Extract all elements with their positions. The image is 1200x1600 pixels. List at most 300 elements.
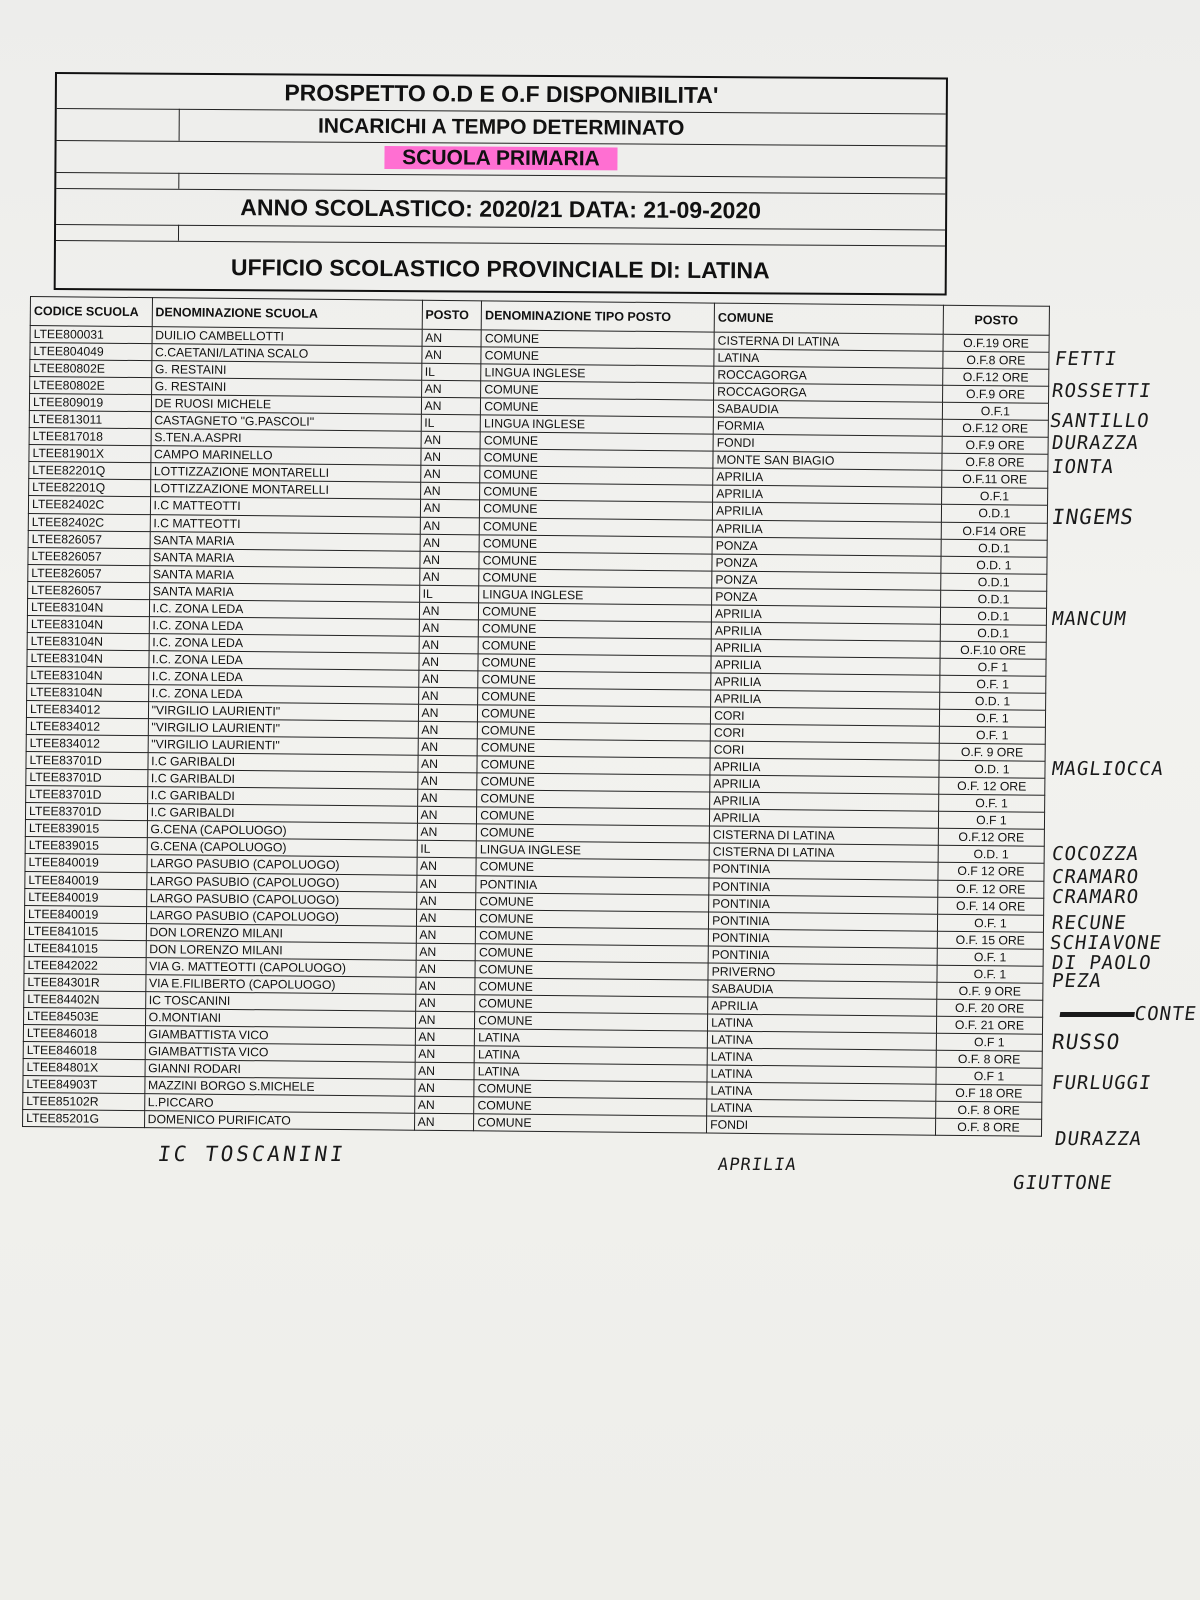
table-cell: FONDI: [707, 1116, 936, 1135]
table-cell: O.D.1: [940, 607, 1046, 625]
handwritten-note: CRAMARO: [1050, 866, 1141, 888]
table-cell: LTEE841015: [24, 922, 146, 940]
handwritten-note: DURAZZA: [1050, 432, 1141, 454]
table-cell: AN: [420, 466, 480, 484]
table-cell: CORI: [711, 707, 940, 726]
table-cell: O.F. 12 ORE: [939, 777, 1045, 795]
table-cell: PONTINIA: [708, 946, 937, 965]
table-cell: AN: [420, 449, 480, 467]
table-cell: O.F14 ORE: [941, 522, 1047, 540]
header-box: [54, 72, 948, 295]
table-cell: COMUNE: [478, 671, 711, 690]
column-header: DENOMINAZIONE TIPO POSTO: [481, 301, 714, 332]
handwritten-note: INGEMS: [1050, 505, 1136, 529]
table-cell: PONTINIA: [709, 895, 938, 914]
table-cell: VIA E.FILIBERTO (CAPOLUOGO): [145, 974, 415, 994]
table-cell: O.F. 1: [937, 965, 1043, 983]
table-cell: LTEE826057: [28, 530, 150, 548]
table-cell: LTEE84503E: [24, 1007, 146, 1025]
table-cell: LARGO PASUBIO (CAPOLUOGO): [147, 855, 417, 875]
table-cell: LTEE826057: [28, 581, 150, 599]
handwritten-note: MANCUM: [1050, 608, 1129, 630]
handwritten-note: FURLUGGI: [1050, 1072, 1154, 1094]
table-cell: COMUNE: [475, 995, 708, 1014]
table-cell: FORMIA: [713, 417, 942, 436]
table-cell: O.F 1: [936, 1067, 1042, 1085]
table-cell: AN: [420, 534, 480, 552]
table-cell: AN: [415, 1011, 475, 1029]
table-cell: CASTAGNETO "G.PASCOLI": [151, 412, 421, 432]
table-cell: DON LORENZO MILANI: [146, 923, 416, 943]
table-cell: PONTINIA: [709, 860, 938, 879]
table-cell: LTEE817018: [29, 428, 151, 446]
table-cell: AN: [421, 432, 481, 450]
table-cell: LTEE83104N: [27, 632, 149, 650]
table-cell: O.F. 1: [938, 795, 1044, 813]
table-cell: AN: [417, 790, 477, 808]
table-cell: APRILIA: [711, 656, 940, 675]
table-cell: COMUNE: [475, 978, 708, 997]
table-cell: AN: [414, 1113, 474, 1131]
table-cell: O.F. 12 ORE: [938, 880, 1044, 898]
table-cell: AN: [416, 909, 476, 927]
handwritten-note: SANTILLO: [1048, 410, 1152, 432]
table-cell: AN: [415, 994, 475, 1012]
table-cell: O.F.12 ORE: [943, 368, 1049, 386]
column-header: COMUNE: [714, 303, 943, 334]
table-cell: COMUNE: [477, 790, 710, 809]
table-cell: MONTE SAN BIAGIO: [713, 451, 942, 470]
table-cell: LTEE83104N: [27, 683, 149, 701]
table-cell: COMUNE: [480, 483, 713, 502]
table-cell: GIANNI RODARI: [145, 1060, 415, 1080]
table-cell: LTEE826057: [28, 564, 150, 582]
table-cell: AN: [419, 602, 479, 620]
table-cell: COMUNE: [478, 722, 711, 741]
table-cell: COMUNE: [481, 381, 714, 400]
table-cell: O.F 1: [940, 658, 1046, 676]
table-cell: AN: [416, 943, 476, 961]
table-cell: AN: [417, 772, 477, 790]
table-cell: LTEE80802E: [30, 360, 152, 378]
table-cell: COMUNE: [474, 1114, 707, 1133]
table-cell: LTEE834012: [26, 735, 148, 753]
table-cell: PONZA: [712, 571, 941, 590]
table-cell: COMUNE: [481, 330, 714, 349]
table-cell: G. RESTAINI: [151, 361, 421, 381]
table-cell: DUILIO CAMBELLOTTI: [152, 327, 422, 347]
table-cell: AN: [417, 824, 477, 842]
table-cell: APRILIA: [710, 809, 939, 828]
school-year-line: ANNO SCOLASTICO: 2020/21 DATA: 21-09-2020: [56, 188, 945, 230]
table-body: [23, 326, 1050, 1137]
availability-table: [22, 296, 1050, 1137]
header-left-cell: [56, 172, 179, 189]
table-cell: O.D. 1: [938, 846, 1044, 864]
table-cell: O.F 1: [936, 1033, 1042, 1051]
table-cell: APRILIA: [712, 605, 941, 624]
table-cell: LATINA: [474, 1046, 707, 1065]
table-cell: LTEE840019: [25, 854, 147, 872]
table-cell: COMUNE: [476, 909, 709, 928]
table-cell: GIAMBATTISTA VICO: [145, 1043, 415, 1063]
table-cell: "VIRGILIO LAURIENTI": [148, 736, 418, 756]
table-cell: AN: [414, 1096, 474, 1114]
table-cell: LTEE84402N: [24, 990, 146, 1008]
table-cell: PONZA: [712, 554, 941, 573]
table-cell: COMUNE: [474, 1097, 707, 1116]
table-cell: O.F.8 ORE: [942, 454, 1048, 472]
table-cell: O.D. 1: [941, 556, 1047, 574]
table-cell: COMUNE: [477, 739, 710, 758]
table-cell: AN: [421, 346, 481, 364]
handwritten-note: COCOZZA: [1050, 843, 1141, 865]
table-cell: LATINA: [707, 1048, 936, 1067]
table-cell: LTEE83701D: [26, 752, 148, 770]
table-cell: COMUNE: [479, 517, 712, 536]
column-header: CODICE SCUOLA: [30, 297, 152, 327]
table-cell: I.C. ZONA LEDA: [148, 668, 418, 688]
table-cell: DE RUOSI MICHELE: [151, 395, 421, 415]
table-cell: DOMENICO PURIFICATO: [144, 1111, 414, 1131]
table-cell: PONZA: [712, 537, 941, 556]
table-cell: LATINA: [707, 1082, 936, 1101]
table-cell: COMUNE: [478, 705, 711, 724]
table-cell: AN: [419, 636, 479, 654]
table-cell: LOTTIZZAZIONE MONTARELLI: [150, 463, 420, 483]
table-cell: S.TEN.A.ASPRI: [151, 429, 421, 449]
column-header: DENOMINAZIONE SCUOLA: [152, 298, 422, 330]
table-cell: COMUNE: [475, 961, 708, 980]
table-cell: O.F 12 ORE: [938, 863, 1044, 881]
handwritten-note: DURAZZA: [1053, 1128, 1144, 1150]
table-cell: LTEE840019: [25, 871, 147, 889]
table-cell: O.F.1: [941, 488, 1047, 506]
table-cell: LTEE83104N: [27, 666, 149, 684]
table-cell: AN: [419, 568, 479, 586]
table-cell: APRILIA: [712, 520, 941, 539]
table-cell: LTEE809019: [29, 394, 151, 412]
table-cell: AN: [419, 619, 479, 637]
table-cell: APRILIA: [712, 503, 941, 522]
table-cell: I.C. ZONA LEDA: [149, 599, 419, 619]
table-cell: CISTERNA DI LATINA: [709, 843, 938, 862]
table-cell: COMUNE: [481, 347, 714, 366]
table-cell: LTEE84903T: [23, 1076, 145, 1094]
table-cell: LTEE826057: [28, 547, 150, 565]
table-cell: LATINA: [474, 1063, 707, 1082]
table-cell: G.CENA (CAPOLUOGO): [147, 821, 417, 841]
table-cell: LTEE840019: [25, 888, 147, 906]
table-cell: LTEE834012: [26, 718, 148, 736]
table-cell: LTEE83701D: [26, 769, 148, 787]
table-cell: LTEE839015: [25, 820, 147, 838]
table-cell: LATINA: [714, 349, 943, 368]
handwritten-note: RECUNE: [1050, 912, 1129, 934]
table-cell: SANTA MARIA: [149, 548, 419, 568]
table-cell: IL: [421, 363, 481, 381]
table-cell: I.C. ZONA LEDA: [149, 651, 419, 671]
table-cell: APRILIA: [711, 690, 940, 709]
table-cell: O.D.1: [940, 624, 1046, 642]
table-cell: O.F. 1: [937, 948, 1043, 966]
table-cell: O.F. 1: [940, 675, 1046, 693]
table-cell: COMUNE: [480, 466, 713, 485]
table-cell: O.D.1: [940, 590, 1046, 608]
table-cell: LTEE83104N: [27, 598, 149, 616]
table-cell: LTEE83104N: [27, 615, 149, 633]
table-cell: I.C. ZONA LEDA: [149, 634, 419, 654]
handwritten-note: APRILIA: [716, 1155, 799, 1175]
table-cell: LINGUA INGLESE: [480, 415, 713, 434]
column-header: POSTO: [943, 305, 1049, 335]
table-cell: LATINA: [707, 1065, 936, 1084]
table-cell: PONTINIA: [709, 878, 938, 897]
table-cell: LATINA: [707, 1099, 936, 1118]
table-cell: LTEE800031: [30, 326, 152, 344]
table-cell: LINGUA INGLESE: [481, 364, 714, 383]
table-cell: SABAUDIA: [713, 400, 942, 419]
table-cell: AN: [415, 1062, 475, 1080]
table-cell: COMUNE: [476, 926, 709, 945]
table-cell: LTEE846018: [23, 1024, 145, 1042]
table-cell: APRILIA: [713, 468, 942, 487]
table-cell: SANTA MARIA: [149, 565, 419, 585]
table-cell: AN: [420, 517, 480, 535]
table-cell: O.D.1: [941, 505, 1047, 523]
table-cell: O.F. 15 ORE: [937, 931, 1043, 949]
table-cell: SANTA MARIA: [150, 531, 420, 551]
table-cell: AN: [421, 397, 481, 415]
table-cell: COMUNE: [479, 534, 712, 553]
handwritten-note: MAGLIOCCA: [1050, 758, 1166, 780]
table-cell: LTEE82402C: [28, 496, 150, 514]
table-cell: AN: [416, 858, 476, 876]
table-cell: O.F. 9 ORE: [939, 743, 1045, 761]
table-cell: LARGO PASUBIO (CAPOLUOGO): [146, 889, 416, 909]
table-cell: AN: [418, 653, 478, 671]
table-cell: LARGO PASUBIO (CAPOLUOGO): [146, 906, 416, 926]
table-cell: AN: [414, 1079, 474, 1097]
table-cell: APRILIA: [711, 639, 940, 658]
handwritten-note: CRAMARO: [1050, 886, 1141, 908]
handwritten-note: IONTA: [1050, 456, 1116, 478]
table-cell: O.F. 8 ORE: [936, 1050, 1042, 1068]
table-cell: LTEE81901X: [29, 445, 151, 463]
availability-table-wrap: [22, 296, 1050, 1137]
table-cell: I.C GARIBALDI: [148, 753, 418, 773]
table-cell: CISTERNA DI LATINA: [714, 332, 943, 351]
table-cell: IC TOSCANINI: [145, 991, 415, 1011]
table-cell: G. RESTAINI: [151, 378, 421, 398]
school-type-highlight: SCUOLA PRIMARIA: [384, 146, 618, 170]
table-cell: AN: [421, 380, 481, 398]
table-cell: AN: [416, 926, 476, 944]
table-cell: COMUNE: [480, 449, 713, 468]
table-cell: AN: [415, 977, 475, 995]
handwritten-note: GIUTTONE: [1011, 1172, 1115, 1194]
table-cell: I.C MATTEOTTI: [150, 497, 420, 517]
table-cell: O.F.11 ORE: [942, 471, 1048, 489]
table-cell: O.F. 8 ORE: [935, 1118, 1041, 1136]
handwritten-note: PEZA: [1050, 970, 1104, 992]
table-cell: LTEE82201Q: [29, 479, 151, 497]
header-left-cell: [56, 224, 179, 241]
table-cell: CISTERNA DI LATINA: [709, 826, 938, 845]
table-cell: COMUNE: [478, 688, 711, 707]
table-cell: MAZZINI BORGO S.MICHELE: [144, 1077, 414, 1097]
table-cell: AN: [415, 960, 475, 978]
table-cell: APRILIA: [711, 673, 940, 692]
table-cell: LATINA: [475, 1029, 708, 1048]
table-cell: PRIVERNO: [708, 963, 937, 982]
table-cell: APRILIA: [710, 758, 939, 777]
table-cell: VIA G. MATTEOTTI (CAPOLUOGO): [146, 957, 416, 977]
table-cell: LTEE841015: [24, 939, 146, 957]
table-cell: O.F. 1: [937, 914, 1043, 932]
table-cell: IL: [419, 585, 479, 603]
table-cell: PONTINIA: [476, 875, 709, 894]
table-cell: LATINA: [707, 1031, 936, 1050]
table-cell: COMUNE: [477, 773, 710, 792]
table-cell: LTEE84801X: [23, 1058, 145, 1076]
table-cell: G.CENA (CAPOLUOGO): [147, 838, 417, 858]
table-cell: SABAUDIA: [708, 980, 937, 999]
table-cell: GIAMBATTISTA VICO: [145, 1026, 415, 1046]
table-cell: O.F. 14 ORE: [937, 897, 1043, 915]
table-cell: LTEE839015: [25, 837, 147, 855]
table-cell: CORI: [710, 741, 939, 760]
table-cell: O.F. 1: [939, 709, 1045, 727]
table-cell: O.MONTIANI: [145, 1009, 415, 1029]
table-cell: LTEE85201G: [23, 1110, 145, 1128]
table-cell: AN: [418, 738, 478, 756]
table-cell: AN: [416, 892, 476, 910]
table-cell: I.C. ZONA LEDA: [148, 685, 418, 705]
table-cell: LTEE84301R: [24, 973, 146, 991]
table-cell: CORI: [710, 724, 939, 743]
table-cell: LARGO PASUBIO (CAPOLUOGO): [146, 872, 416, 892]
table-cell: O.F.1: [942, 402, 1048, 420]
table-cell: COMUNE: [475, 943, 708, 962]
table-cell: COMUNE: [476, 858, 709, 877]
table-cell: O.F. 21 ORE: [936, 1016, 1042, 1034]
table-cell: APRILIA: [708, 997, 937, 1016]
table-cell: O.F.12 ORE: [938, 829, 1044, 847]
office-line: UFFICIO SCOLASTICO PROVINCIALE DI: LATINA: [230, 254, 770, 284]
table-cell: I.C GARIBALDI: [147, 787, 417, 807]
table-cell: COMUNE: [479, 603, 712, 622]
table-cell: C.CAETANI/LATINA SCALO: [151, 344, 421, 364]
table-cell: COMUNE: [479, 620, 712, 639]
table-cell: AN: [417, 755, 477, 773]
table-cell: O.F. 9 ORE: [937, 982, 1043, 1000]
handwritten-note: DI PAOLO: [1050, 952, 1154, 974]
table-cell: APRILIA: [710, 775, 939, 794]
table-cell: COMUNE: [477, 824, 710, 843]
table-cell: LINGUA INGLESE: [479, 586, 712, 605]
table-cell: ROCCAGORGA: [714, 366, 943, 385]
handwritten-note: RUSSO: [1050, 1030, 1122, 1054]
table-cell: AN: [418, 704, 478, 722]
table-cell: LTEE842022: [24, 956, 146, 974]
table-cell: AN: [420, 483, 480, 501]
table-cell: AN: [415, 1045, 475, 1063]
table-cell: I.C GARIBALDI: [147, 804, 417, 824]
table-cell: I.C. ZONA LEDA: [149, 616, 419, 636]
table-cell: O.F.9 ORE: [942, 437, 1048, 455]
table-cell: LTEE846018: [23, 1041, 145, 1059]
table-cell: COMUNE: [477, 756, 710, 775]
column-header: POSTO: [422, 300, 482, 330]
table-cell: COMUNE: [477, 807, 710, 826]
table-cell: "VIRGILIO LAURIENTI": [148, 702, 418, 722]
table-cell: LTEE83104N: [27, 649, 149, 667]
table-cell: COMUNE: [479, 568, 712, 587]
table-cell: AN: [419, 551, 479, 569]
table-cell: O.F.19 ORE: [943, 334, 1049, 352]
table-cell: LTEE804049: [30, 343, 152, 361]
table-cell: ROCCAGORGA: [714, 383, 943, 402]
table-cell: O.D.1: [941, 539, 1047, 557]
table-cell: O.F. 20 ORE: [936, 999, 1042, 1017]
table-cell: LTEE82402C: [28, 513, 150, 531]
table-cell: LINGUA INGLESE: [476, 841, 709, 860]
table-cell: AN: [420, 500, 480, 518]
table-cell: L.PICCARO: [144, 1094, 414, 1114]
table-cell: O.D. 1: [939, 692, 1045, 710]
table-cell: LTEE834012: [26, 701, 148, 719]
table-cell: LTEE85102R: [23, 1093, 145, 1111]
table-cell: COMUNE: [480, 432, 713, 451]
table-cell: O.F.12 ORE: [942, 419, 1048, 437]
document-title: PROSPETTO O.D E O.F DISPONIBILITA': [57, 74, 946, 114]
table-cell: IL: [417, 841, 477, 859]
table-cell: O.F 18 ORE: [936, 1084, 1042, 1102]
table-cell: COMUNE: [480, 500, 713, 519]
table-cell: IL: [421, 414, 481, 432]
table-cell: AN: [416, 875, 476, 893]
table-cell: COMUNE: [479, 551, 712, 570]
table-cell: AN: [418, 721, 478, 739]
table-cell: PONZA: [712, 588, 941, 607]
table-cell: O.F. 1: [939, 726, 1045, 744]
table-cell: O.D. 1: [939, 760, 1045, 778]
table-cell: LTEE83701D: [26, 786, 148, 804]
handwritten-note: SCHIAVONE: [1048, 932, 1164, 954]
table-cell: SANTA MARIA: [149, 582, 419, 602]
table-cell: O.D.1: [941, 573, 1047, 591]
table-cell: COMUNE: [475, 1012, 708, 1031]
table-cell: CAMPO MARINELLO: [150, 446, 420, 466]
table-cell: PONTINIA: [708, 929, 937, 948]
table-cell: LTEE840019: [24, 905, 146, 923]
table-cell: AN: [418, 687, 478, 705]
table-cell: LTEE813011: [29, 411, 151, 429]
table-cell: APRILIA: [710, 792, 939, 811]
table-cell: LTEE83701D: [25, 803, 147, 821]
table-cell: O.F 1: [938, 812, 1044, 830]
table-cell: COMUNE: [474, 1080, 707, 1099]
table-cell: FONDI: [713, 434, 942, 453]
table-cell: I.C GARIBALDI: [147, 770, 417, 790]
table-cell: LTEE80802E: [30, 377, 152, 395]
table-cell: AN: [422, 329, 482, 347]
header-left-cell: [57, 108, 180, 141]
table-cell: O.F.8 ORE: [943, 351, 1049, 369]
table-cell: AN: [415, 1028, 475, 1046]
table-cell: O.F.10 ORE: [940, 641, 1046, 659]
